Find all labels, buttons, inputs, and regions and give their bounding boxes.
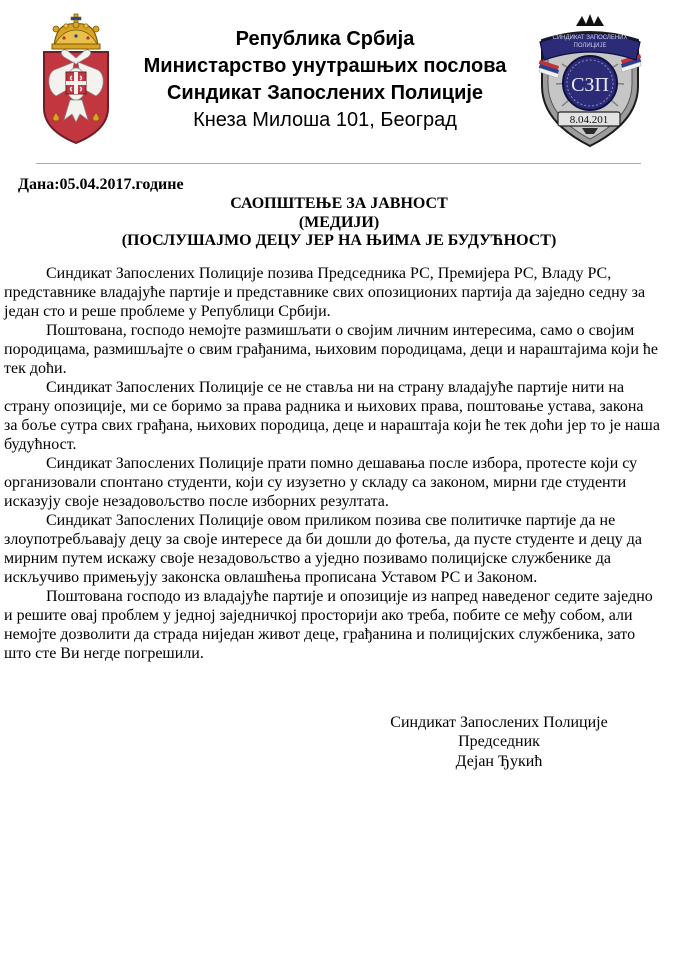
header-divider (36, 163, 641, 164)
title-block (0, 195, 678, 251)
paragraph: Поштована, господо немојте размишљати о својим личним интересима, само о својим породицама, размишљајте о свим грађанима, њиховим породицама, деци и нараштајима који ће тек доћи. (4, 321, 658, 377)
header-address: Кнеза Милоша 101, Београд (193, 109, 457, 131)
paragraph: Поштована господо из владајуће партије и опозиције из напред наведеног седите заједно и решите овај проблем у једној заједничкој просторији ако треба, побите се међу собом, али немојте дозволити да страда ниједан живот деце, грађанина и полицијских службеника, зато што сте Ви негде погрешили. (4, 587, 653, 662)
cross-shield-icon (66, 72, 86, 94)
badge-banner-text-1: СИНДИКАТ ЗАПОСЛЕНИХ (552, 35, 628, 41)
header-union: Синдикат Запослених Полиције (166, 82, 484, 104)
date-line: Дана:05.04.2017.године (18, 176, 184, 193)
badge-initials: СЗП (571, 74, 609, 96)
badge-banner-text-2: ПОЛИЦИЈЕ (573, 43, 607, 49)
signature-organization: Синдикат Запослених Полиције (390, 713, 608, 731)
title-slogan: (ПОСЛУШАЈМО ДЕЦУ ЈЕР НА ЊИМА ЈЕ БУДУЋНОСТ) (121, 232, 557, 249)
union-badge (532, 12, 648, 157)
serbia-coat-of-arms (34, 12, 118, 151)
serbia-coat-of-arms-graphic (34, 12, 118, 146)
signature-name: Дејан Ђукић (455, 752, 543, 770)
signature-block (390, 713, 608, 772)
union-badge-graphic (532, 12, 648, 152)
signature-role: Председник (458, 733, 540, 750)
body-paragraphs (4, 264, 660, 663)
crown-icon (52, 14, 100, 49)
header-republic: Република Србија (235, 28, 415, 50)
badge-crest (576, 14, 604, 26)
paragraph: Синдикат Запослених Полиције прати помно дешавања после избора, протесте који су организовали спонтано студенти, који су изузетно у складу са законом, мирни где студенти исказују своје незадовољство после изборних резултата. (4, 454, 638, 510)
document-header (0, 0, 678, 157)
badge-date-text: 8.04.201 (569, 114, 609, 126)
paragraph: Синдикат Запослених Полиције овом приликом позива све политичке партије да не злоупотребљавају децу за своје интересе да би дошли до фотеља, да пусте студенте и децу да мирним путем искажу своје незадовољство а уједно позивамо полицијске службенике да искључиво примењују законска овлашћења прописана Уставом РС и Законом. (4, 511, 642, 586)
paragraph: Синдикат Запослених Полиције се не ставља ни на страну владајуће партије нити на страну опозиције, ми се боримо за права радника и њихових права, поштовање устава, закона за боље сутра свих грађана, њихових породица, деце и нараштаја који ће тек доћи јер то је наша будућност. (4, 378, 660, 453)
header-text-block (118, 12, 532, 134)
paragraph: Синдикат Запослених Полиције позива Председника РС, Премијера РС, Владу РС, представнике владајуће партије и представнике свих опозиционих партија да заједно седну за један сто и реше проблеме у Републици Србији. (4, 264, 646, 320)
title-media: (МЕДИЈИ) (298, 213, 380, 231)
title-main: САОПШТЕЊЕ ЗА ЈАВНОСТ (230, 195, 448, 212)
header-ministry: Министарство унутрашњих послова (143, 55, 507, 77)
